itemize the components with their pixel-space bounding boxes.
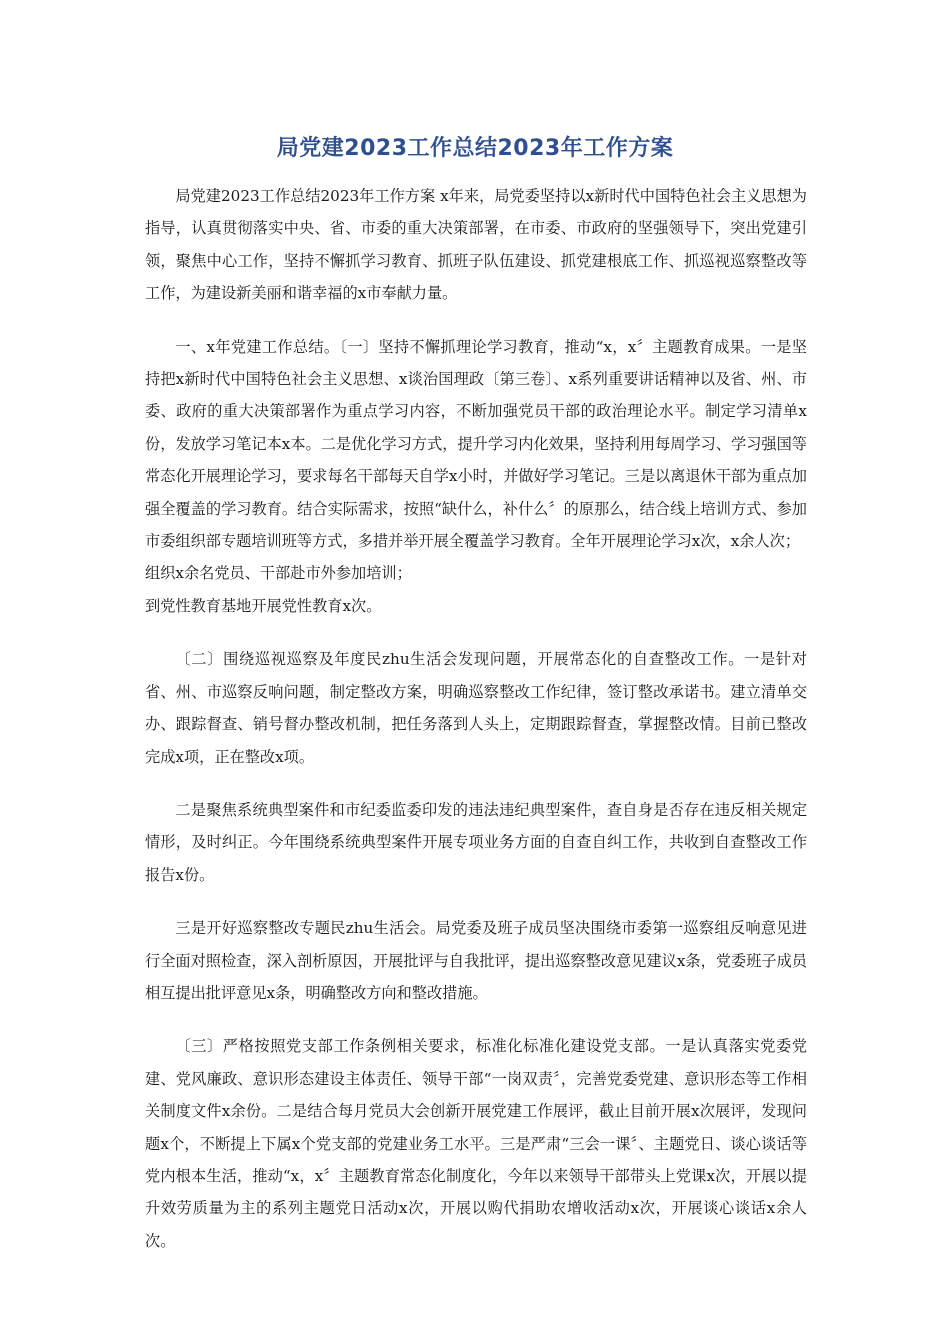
paragraph-section-three: 〔三〕严格按照党支部工作条例相关要求，标准化标准化建设党支部。一是认真落实党委党建、党风廉政、意识形态建设主体责任、领导干部“一岗双责〞，完善党委党建、意识形态等工作相关制度文件x余份。二是结合每月党员大会创新开展党建工作展评，截止目前开展x次展评，发现问题x个，不断提上下属x个党支部的党建业务工水平。三是严肃“三会一课〞、主题党日、谈心谈话等党内根本生活，推动“x，x〞主题教育常态化制度化，今年以来领导干部带头上党课x次，开展以提升效劳质量为主的系列主题党日活动x次，开展以购代捐助农增收活动x次，开展谈心谈话x余人次。 (145, 1037, 807, 1250)
paragraph-intro: 局党建2023工作总结2023年工作方案 x年来，局党委坚持以x新时代中国特色社会主义思想为指导，认真贯彻落实中央、省、市委的重大决策部署，在市委、市政府的坚强领导下，突出党建引领，聚焦中心工作，坚持不懈抓学习教育、抓班子队伍建设、抓党建根底工作、抓巡视巡察整改等工作，为建设新美丽和谐幸福的x市奉献力量。 (145, 187, 807, 303)
paragraph-section-one: 一、x年党建工作总结。〔一〕坚持不懈抓理论学习教育，推动“x，x〞主题教育成果。一是坚持把x新时代中国特色社会主义思想、x谈治国理政〔第三卷〕、x系列重要讲话精神以及省、州、市委、政府的重大决策部署作为重点学习内容，不断加强党员干部的政治理论水平。制定学习清单x份，发放学习笔记本x本。二是优化学习方式，提升学习内化效果，坚持利用每周学习、学习强国等常态化开展理论学习，要求每名干部每天自学x小时，并做好学习笔记。三是以离退休干部为重点加强全覆盖的学习教育。结合实际需求，按照“缺什么，补什么〞的原那么，结合线上培训方式、参加市委组织部专题培训班等方式，多措并举开展全覆盖学习教育。全年开展理论学习x次，x余人次； (145, 337, 807, 551)
paragraph-life-meeting: 三是开好巡察整改专题民zhu生活会。局党委及班子成员坚决围绕市委第一巡察组反响意见进行全面对照检查，深入剖析原因，开展批评与自我批评，提出巡察整改意见建议x条，党委班子成员相互提出批评意见x条，明确整改方向和整改措施。 (145, 919, 807, 1002)
paragraph-training: 组织x余名党员、干部赴市外参加培训； (145, 564, 412, 583)
document-title: 局党建2023工作总结2023年工作方案 (276, 136, 674, 161)
paragraph-typical-cases: 二是聚焦系统典型案件和市纪委监委印发的违法违纪典型案件，查自身是否存在违反相关规定情形，及时纠正。今年围绕系统典型案件开展专项业务方面的自查自纠工作，共收到自查整改工作报告x份。 (145, 800, 807, 884)
paragraph-section-two: 〔二〕围绕巡视巡察及年度民zhu生活会发现问题，开展常态化的自查整改工作。一是针对省、州、市巡察反响问题，制定整改方案，明确巡察整改工作纪律，签订整改承诺书。建立清单交办、跟踪督查、销号督办整改机制，把任务落到人头上，定期跟踪督查，掌握整改情。目前已整改完成x项，正在整改x项。 (145, 650, 807, 766)
document-body (145, 180, 807, 1278)
paragraph-party-education: 到党性教育基地开展党性教育x次。 (145, 596, 382, 615)
